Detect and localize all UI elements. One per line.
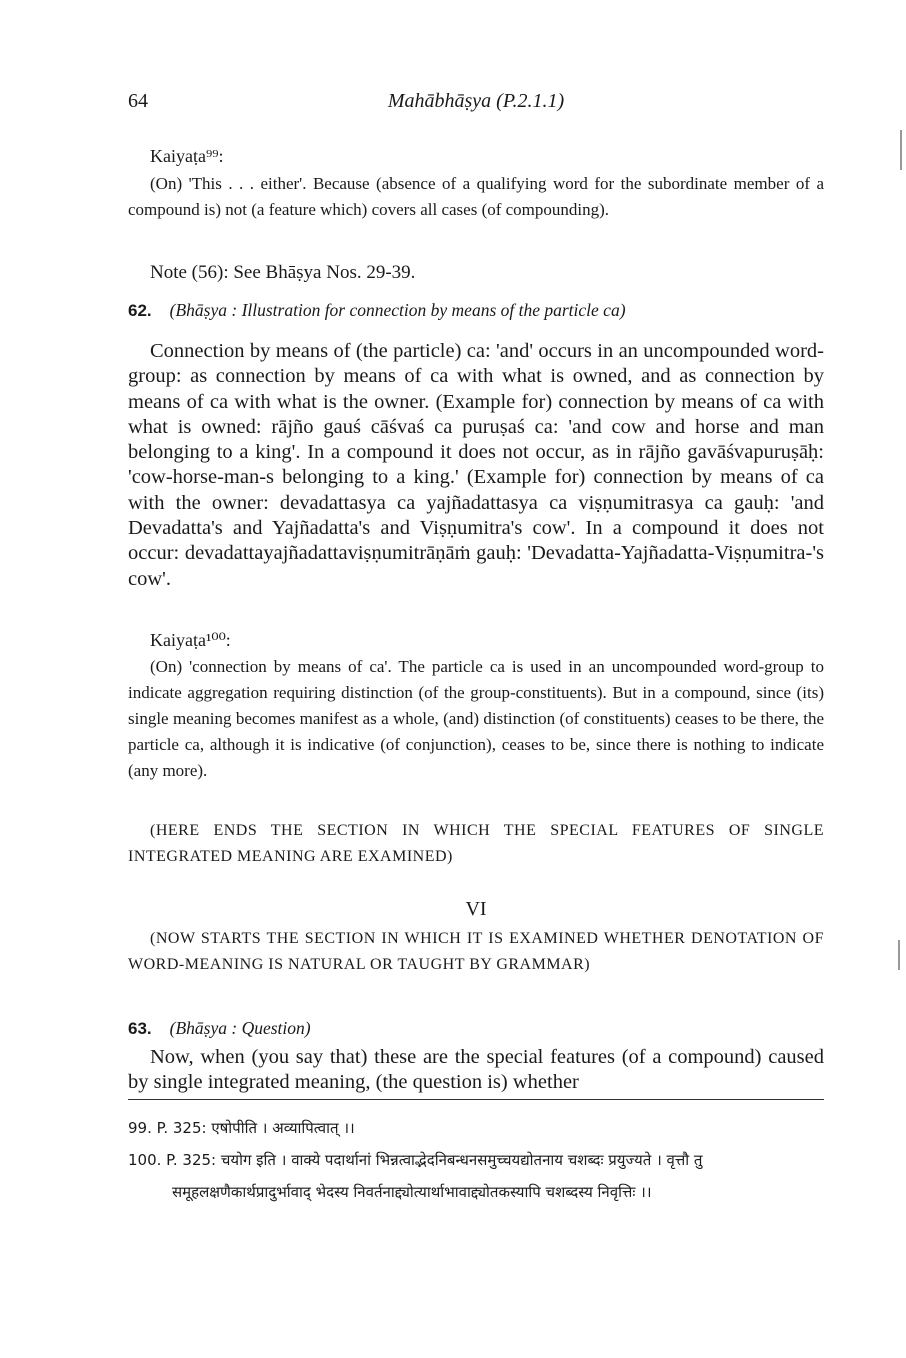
scan-mark (900, 130, 902, 170)
kaiyata-100-block (128, 630, 824, 784)
footnotes (128, 1112, 824, 1208)
footnote-rule (128, 1099, 824, 1100)
here-ends-note: (HERE ENDS THE SECTION IN WHICH THE SPECIAL FEATURES OF SINGLE INTEGRATED MEANING ARE EXAMINED) (128, 822, 824, 865)
running-title: Mahābhāṣya (P.2.1.1) (387, 90, 565, 112)
kaiyata-100-label: Kaiyaṭa¹⁰⁰: (150, 630, 231, 650)
section-62-heading (128, 300, 824, 321)
page-number: 64 (128, 90, 148, 112)
kaiyata-99-block (128, 146, 824, 223)
running-header (128, 90, 824, 118)
section-vi-heading: VI (465, 898, 487, 920)
kaiyata-99-label: Kaiyaṭa⁹⁹: (150, 146, 224, 166)
section-63-title: (Bhāṣya : Question) (169, 1018, 311, 1038)
kaiyata-100-text: (On) 'connection by means of ca'. The particle ca is used in an uncompounded word-group to indicate aggregation requiring distinction (of the group-constituents). But in a compound, since (its) single meaning becomes manifest as a whole, (and) distinction (of constituents) ceases to be there, the particle ca, although it is indicative (of conjunction), ceases to be, since there is nothing to indicate (any more). (128, 657, 824, 780)
section-63-heading (128, 1018, 824, 1039)
scan-mark (898, 940, 900, 970)
paragraph-62: Connection by means of (the particle) ca: 'and' occurs in an uncompounded word-group: as connection by means of ca with what is owned, and as connection by means of ca with what is the owner. (Example for) connection by means of ca with what is owned: rājño gauś cāśvaś ca puruṣaś ca: 'and cow and horse and man belonging to a king'. In a compound it does not occur, as in rājño gavāśvapuruṣāḥ: 'cow-horse-man-s belonging to a king.' (Example for) connection by means of ca with the owner: devadattasya ca yajñadattasya ca viṣṇumitrasya ca gauḥ: 'and Devadatta's and Yajñadatta's and Viṣṇumitra's cow'. In a compound it does not occur: devadattayajñadattaviṣṇumitrāṇāṁ gauḥ: 'Devadatta-Yajñadatta-Viṣṇumitra-'s cow'. (128, 340, 824, 590)
footnote-100: 100. P. 325: चयोग इति । वाक्ये पदार्थानां भिन्नत्वाद्भेदनिबन्धनसमुच्चयद्योतनाय चशब्दः प्रयुज्यते । वृत्तौ तु समूहलक्षणैकार्थप्रादुर्भावाद् भेदस्य निवर्तनाद्द्योत्यार्थाभावाद्द्योतकस्यापि चशब्दस्य निवृत्तिः ।। (128, 1151, 703, 1201)
kaiyata-99-text: (On) 'This . . . either'. Because (absence of a qualifying word for the subordinate member of a compound is) not (a feature which) covers all cases (of compounding). (128, 174, 824, 219)
section-62-title: (Bhāṣya : Illustration for connection by means of the particle ca) (169, 300, 626, 320)
footnote-99: 99. P. 325: एषोपीति । अव्यापित्वात् ।। (128, 1119, 355, 1137)
note-56: Note (56): See Bhāṣya Nos. 29-39. (150, 262, 416, 283)
section-63-number: 63. (128, 1019, 152, 1038)
now-starts-note: (NOW STARTS THE SECTION IN WHICH IT IS EXAMINED WHETHER DENOTATION OF WORD-MEANING IS NATURAL OR TAUGHT BY GRAMMAR) (128, 930, 824, 973)
paragraph-63: Now, when (you say that) these are the special features (of a compound) caused by single integrated meaning, (the question is) whether (128, 1046, 824, 1094)
section-62-number: 62. (128, 301, 152, 320)
